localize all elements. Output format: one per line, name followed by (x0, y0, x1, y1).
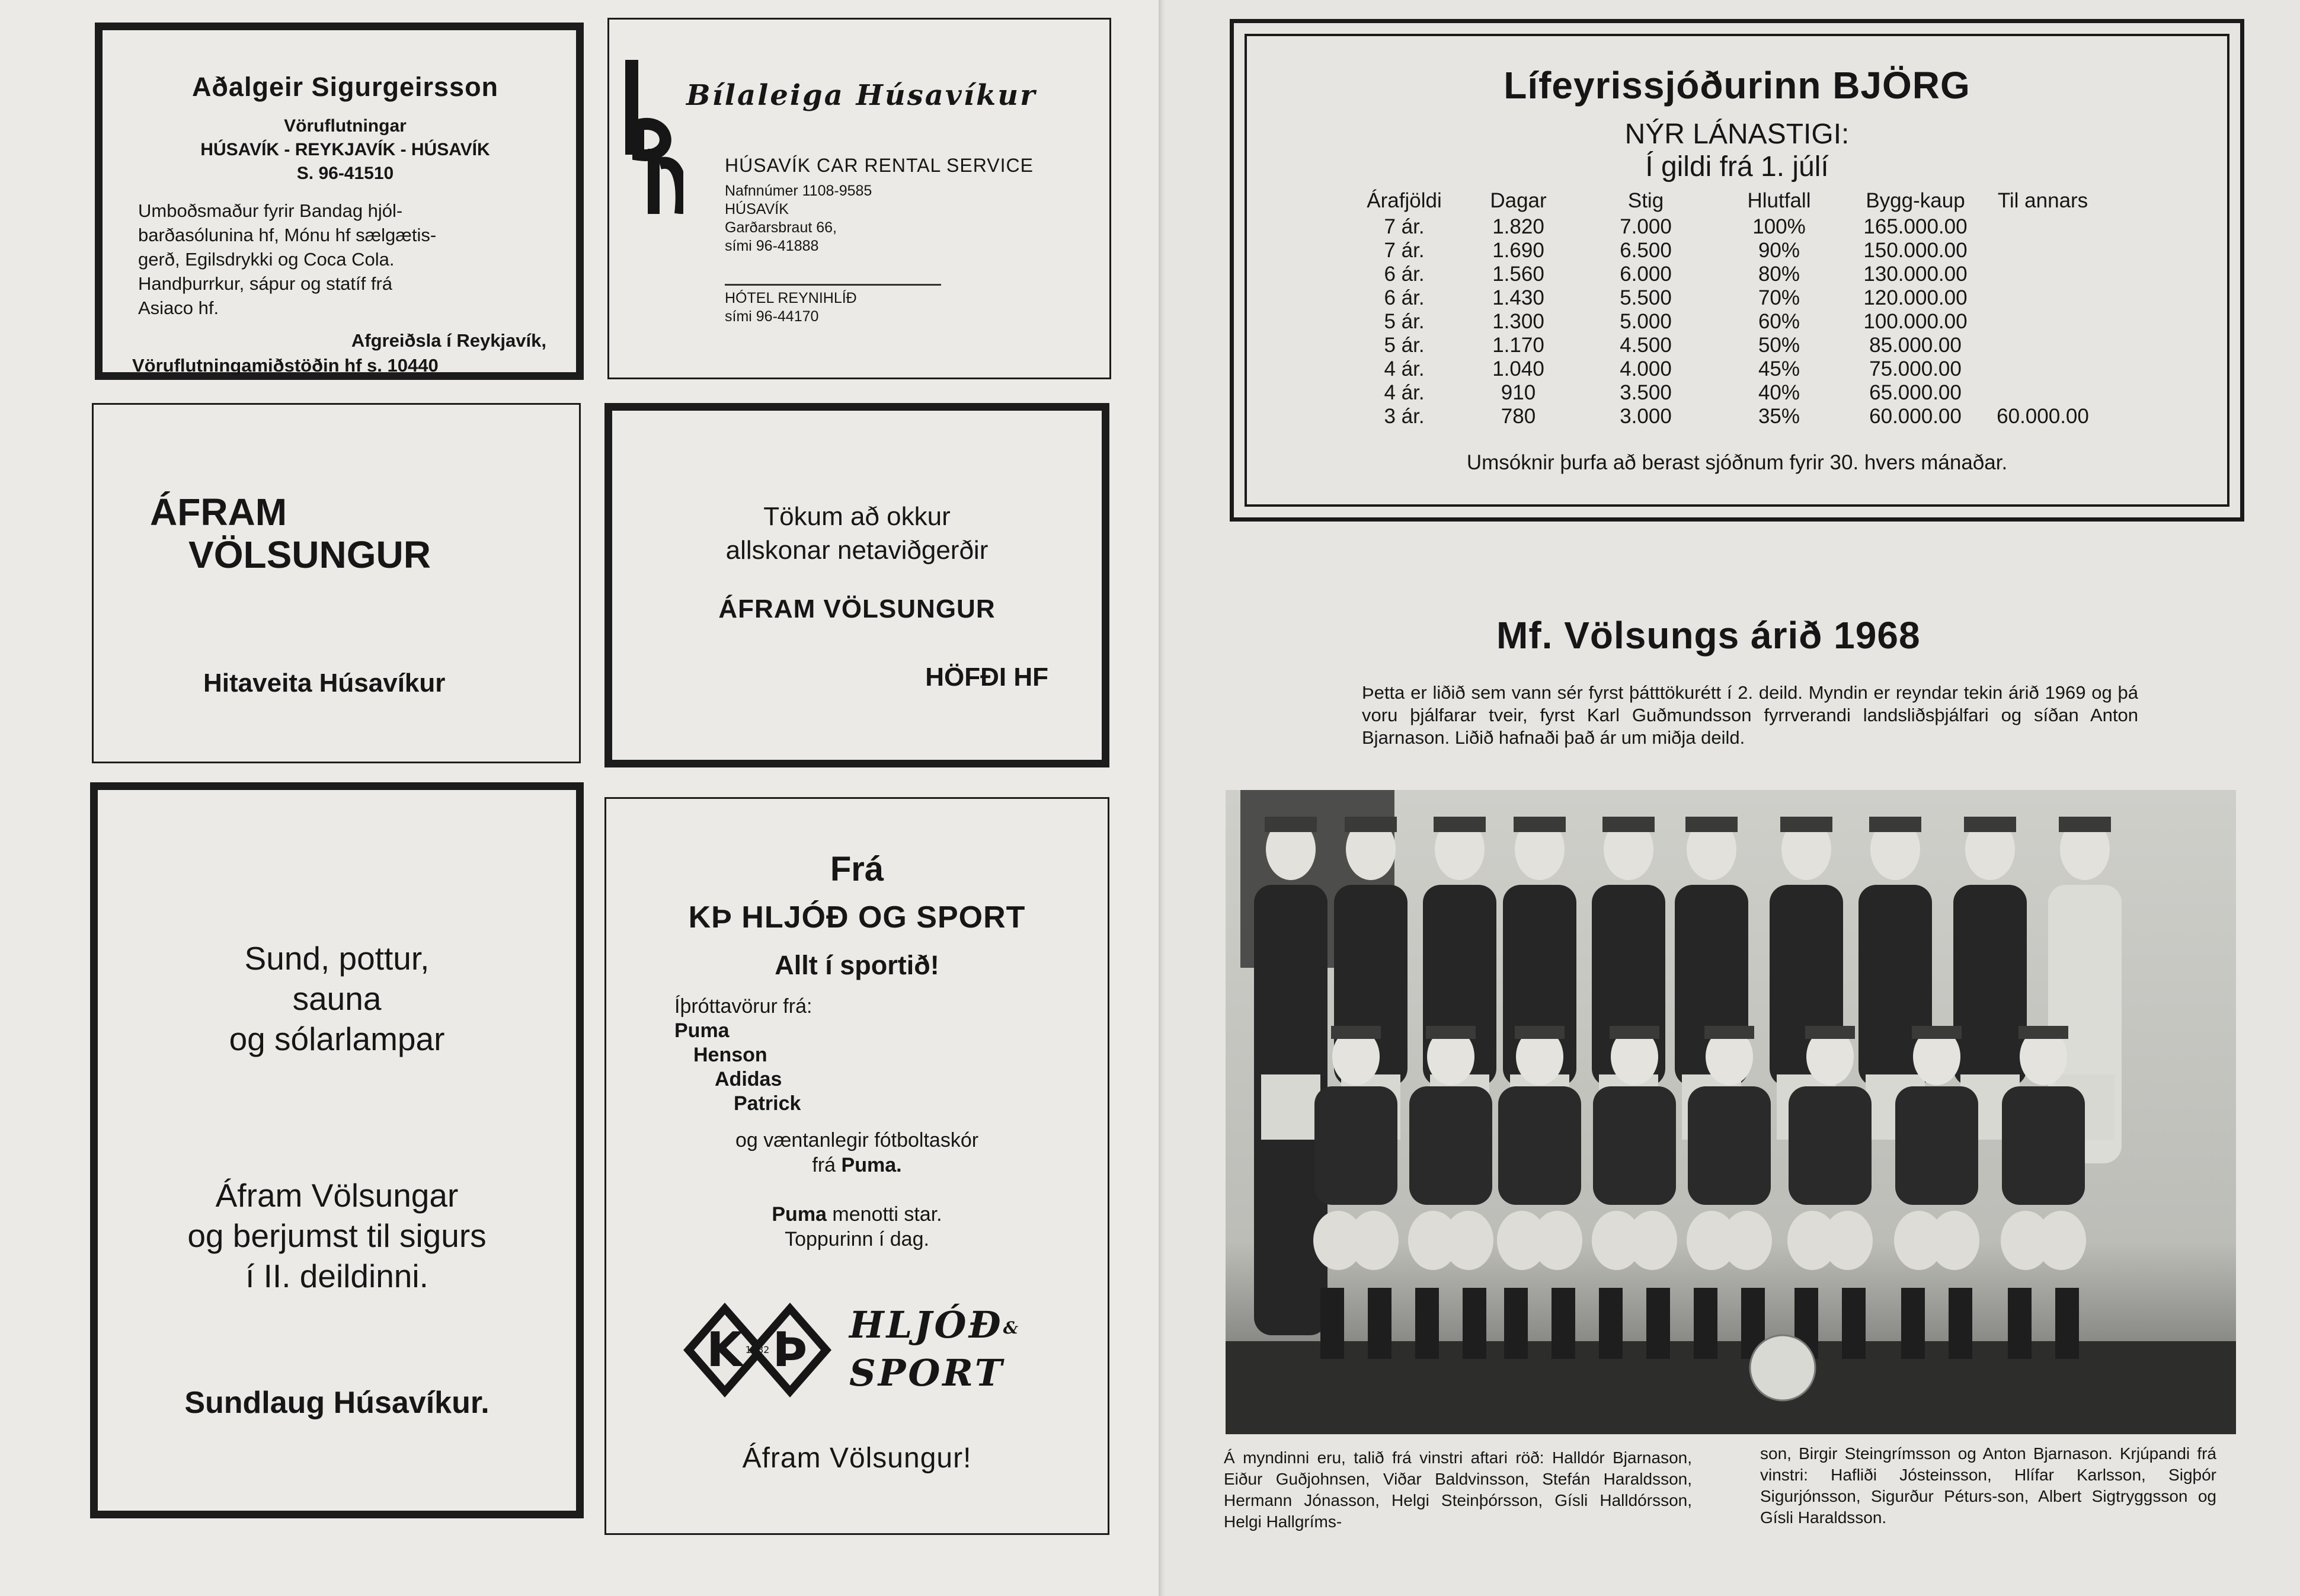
article-body: Þetta er liðið sem vann sér fyrst þátttökurétt í 2. deild. Myndin er reyndar tekin árið 1969 og þá voru þjálfarar tveir, fyrst Karl Guðmundsson fyrrverandi landsliðsþjálfari og síðan Anton Bjarnason. Liðið hafnaði það ár um miðja deild. (1362, 682, 2138, 748)
loan-table-row (1352, 263, 2102, 286)
ad-sponsor: Sundlaug Húsavíkur. (184, 1386, 490, 1420)
loan-table-cell: 150.000.00 (1863, 239, 1968, 262)
player-knee (1722, 1211, 1772, 1270)
loan-table-cell: 130.000.00 (1863, 263, 1968, 286)
loan-table (1352, 189, 2102, 428)
loan-table-cell: 3.500 (1620, 381, 1672, 404)
headline-line: ÁFRAM (150, 491, 287, 533)
brand-list (674, 994, 812, 1116)
stamp-word: HLJÓÐ (849, 1303, 1003, 1346)
loan-table-cell: 4 ár. (1384, 381, 1425, 404)
player-hair (1704, 1026, 1754, 1039)
ad-block (98, 1175, 576, 1296)
player-sock (1842, 1288, 1866, 1359)
player-hair (1602, 817, 1655, 832)
top-line: Toppurinn í dag. (785, 1228, 929, 1250)
closing: Áfram Völsungur! (742, 1443, 972, 1474)
player-knee (1533, 1211, 1582, 1270)
ad-body-line: Asiaco hf. (138, 298, 219, 318)
loan-table-row (1352, 405, 2102, 428)
loan-table-cell: 5.500 (1620, 286, 1672, 309)
bh-logo-icon (624, 60, 683, 214)
loan-table-cell: 910 (1501, 381, 1536, 404)
block-line: Áfram Völsungar (215, 1177, 459, 1214)
loan-table-cell: 3 ár. (1384, 405, 1425, 428)
player-knee (1823, 1211, 1873, 1270)
ad-sponsor: HÖFÐI HF (925, 663, 1048, 692)
loan-table-cell: 70% (1758, 286, 1800, 309)
hotel-details (725, 289, 857, 326)
player-hair (1345, 817, 1397, 832)
loan-table-cell (1984, 357, 2102, 381)
emblem-letter-th: Þ (772, 1322, 808, 1377)
block-line: og berjumst til sigurs (187, 1217, 487, 1254)
puma-rest: menotti star. (826, 1203, 942, 1226)
ad-body-line: barðasólunina hf, Mónu hf sælgætis- (138, 225, 437, 245)
pension-subtitle: Í gildi frá 1. júlí (1645, 151, 1829, 183)
loan-table-cell: 4.500 (1620, 334, 1672, 357)
puma-text (606, 1202, 1108, 1252)
stamp-amp: & (1003, 1318, 1021, 1338)
ad-hitaveita (92, 403, 581, 763)
loan-table-cell: 165.000.00 (1863, 215, 1968, 238)
shoes-brand: Puma. (841, 1154, 902, 1176)
detail-line: Nafnnúmer 1108-9585 (725, 183, 872, 199)
loan-table-cell: 1.560 (1492, 263, 1544, 286)
player-sock (1320, 1288, 1344, 1359)
player-hair (1426, 1026, 1476, 1039)
gear-intro: Íþróttavörur frá: (674, 995, 812, 1018)
loan-table-body (1352, 215, 2102, 428)
emblem-year: 1882 (745, 1344, 770, 1355)
loan-table-cell: 65.000.00 (1869, 381, 1962, 404)
ad-name: Aðalgeir Sigurgeirsson (191, 72, 499, 102)
loan-table-cell: 85.000.00 (1869, 334, 1962, 357)
shoes-pre: frá (812, 1154, 842, 1176)
ad-body-line: Handþurrkur, sápur og statíf frá (138, 273, 393, 294)
loan-table-cell: 1.430 (1492, 286, 1544, 309)
loan-table-cell: 45% (1758, 357, 1800, 380)
hotel-line: HÓTEL REYNIHLÍÐ (725, 290, 857, 306)
article-title: Mf. Völsungs árið 1968 (1496, 614, 1921, 657)
brand-item: Patrick (734, 1092, 801, 1115)
loan-table-cell: 1.690 (1492, 239, 1544, 262)
shoes-text (606, 1128, 1108, 1178)
player-knee (1930, 1211, 1979, 1270)
player-body (1314, 1086, 1397, 1205)
player-knee (1627, 1211, 1677, 1270)
block-line: sauna (292, 980, 382, 1017)
col-header: Bygg-kaup (1866, 189, 1965, 212)
ad-phone: S. 96-41510 (296, 164, 394, 183)
detail-line: HÚSAVÍK (725, 201, 789, 218)
loan-table-cell: 1.040 (1492, 357, 1544, 380)
pension-note: Umsóknir þurfa að berast sjóðnum fyrir 30. hvers mánaðar. (1466, 451, 2008, 474)
ad-headline (150, 491, 431, 576)
loan-table-cell: 4.000 (1620, 357, 1672, 380)
shop-name: KÞ HLJÓÐ OG SPORT (688, 900, 1026, 935)
ad-body-line: Umboðsmaður fyrir Bandag hjól- (138, 200, 403, 221)
ad-hofdi (604, 403, 1109, 767)
block-line: og sólarlampar (229, 1021, 445, 1057)
brand-item: Puma (674, 1019, 730, 1042)
player-sock (1694, 1288, 1717, 1359)
player-hair (1331, 1026, 1381, 1039)
player-body (1688, 1086, 1771, 1205)
headline-line: VÖLSUNGUR (188, 533, 431, 576)
loan-table-cell: 100.000.00 (1863, 310, 1968, 333)
player-sock (1368, 1288, 1391, 1359)
loan-table-cell (1984, 263, 2102, 286)
ad-footer-line: Vöruflutningamiðstöðin hf s. 10440 (132, 355, 439, 376)
player-sock (1599, 1288, 1623, 1359)
ad-sigurgeirsson (95, 23, 584, 380)
player-body (1498, 1086, 1581, 1205)
service-line: allskonar netaviðgerðir (725, 536, 989, 565)
loan-table-cell: 1.170 (1492, 334, 1544, 357)
ad-body-line: gerð, Egilsdrykki og Coca Cola. (138, 249, 395, 270)
loan-table-row (1352, 334, 2102, 357)
ad-slogan: ÁFRAM VÖLSUNGUR (718, 594, 996, 623)
col-header: Árafjöldi (1367, 189, 1442, 212)
loan-table-row (1352, 239, 2102, 263)
block-line: í II. deildinni. (245, 1258, 428, 1294)
loan-table-cell: 6 ár. (1384, 286, 1425, 309)
loan-table-cell (1984, 334, 2102, 357)
player-sock (1552, 1288, 1575, 1359)
pension-box (1230, 19, 2244, 522)
loan-table-cell: 60.000.00 (1997, 405, 2089, 428)
ad-body (138, 199, 552, 320)
loan-table-cell: 1.300 (1492, 310, 1544, 333)
loan-table-row (1352, 215, 2102, 239)
player-knee (1444, 1211, 1493, 1270)
stamp-line (849, 1303, 1021, 1351)
col-header: Stig (1627, 189, 1664, 212)
player-hair (1685, 817, 1738, 832)
player-hair (1912, 1026, 1962, 1039)
player-body (1409, 1086, 1492, 1205)
loan-table-cell: 100% (1752, 215, 1806, 238)
loan-table-cell: 3.000 (1620, 405, 1672, 428)
player-hair (1434, 817, 1486, 832)
divider (725, 284, 941, 286)
block-line: Sund, pottur, (244, 940, 430, 977)
loan-table-row (1352, 310, 2102, 334)
loan-table-cell: 7 ár. (1384, 239, 1425, 262)
ad-block (98, 938, 576, 1059)
stamp-line: SPORT (849, 1351, 1005, 1394)
player-body (1895, 1086, 1978, 1205)
loan-table-header (1352, 189, 2102, 215)
player-sock (1463, 1288, 1486, 1359)
loan-table-cell: 5.000 (1620, 310, 1672, 333)
photo-caption-left: Á myndinni eru, talið frá vinstri aftari röð: Halldór Bjarnason, Eiður Guðjohnsen, Viðar Baldvinsson, Stefán Haraldsson, Hermann Jónasson, Helgi Steinþórsson, Gísli Halldórsson, Helgi Hallgríms- (1224, 1448, 1692, 1531)
emblem-letter-k: K (706, 1322, 743, 1377)
loan-table-cell: 5 ár. (1384, 334, 1425, 357)
col-header: Til annars (1997, 189, 2088, 212)
loan-table-cell (1984, 239, 2102, 263)
player-knee (1349, 1211, 1399, 1270)
ad-route: HÚSAVÍK - REYKJAVÍK - HÚSAVÍK (200, 140, 490, 159)
player-body (1593, 1086, 1676, 1205)
ad-kth (604, 797, 1109, 1535)
player-hair (1514, 817, 1566, 832)
loan-table-cell: 6 ár. (1384, 263, 1425, 286)
loan-table-cell: 35% (1758, 405, 1800, 428)
loan-table-cell (1984, 215, 2102, 239)
photo-caption-right: son, Birgir Steingrímsson og Anton Bjarnason. Krjúpandi frá vinstri: Hafliði Jósteinsson, Hlífar Karlsson, Sigþór Sigurjónsson, Sigurður Péturs-son, Albert Sigtryggsson og Gísli Haraldsson. (1760, 1444, 2216, 1527)
kth-emblem-icon (680, 1300, 834, 1400)
player-hair (1869, 817, 1921, 832)
puma-line (606, 1202, 1108, 1227)
loan-table-row (1352, 381, 2102, 405)
loan-table-cell: 60.000.00 (1869, 405, 1962, 428)
pension-title: Lífeyrissjóðurinn BJÖRG (1504, 64, 1970, 107)
ad-footer-line: Afgreiðsla í Reykjavík, (351, 330, 546, 351)
player-hair (1265, 817, 1317, 832)
loan-table-cell: 7.000 (1620, 215, 1672, 238)
ad-service-text (612, 500, 1102, 567)
player-sock (2055, 1288, 2079, 1359)
player-sock (1646, 1288, 1670, 1359)
puma-brand: Puma (772, 1203, 827, 1226)
loan-table-cell (1984, 381, 2102, 405)
loan-table-row (1352, 357, 2102, 381)
service-line: Tökum að okkur (763, 502, 951, 531)
player-shorts (1261, 1074, 1320, 1140)
loan-table-cell: 80% (1758, 263, 1800, 286)
player-hair (2019, 1026, 2068, 1039)
football-icon (1750, 1335, 1815, 1400)
loan-table-cell: 6.500 (1620, 239, 1672, 262)
contact-details (725, 182, 872, 255)
player-hair (1515, 1026, 1565, 1039)
player-hair (2059, 817, 2111, 832)
player-hair (1805, 1026, 1855, 1039)
player-body (2002, 1086, 2085, 1205)
loan-table-cell: 50% (1758, 334, 1800, 357)
loan-table-cell: 6.000 (1620, 263, 1672, 286)
player-hair (1610, 1026, 1659, 1039)
shoes-line (606, 1153, 1108, 1178)
stamp-text (849, 1303, 1021, 1396)
col-header: Hlutfall (1747, 189, 1811, 212)
player-knee (2036, 1211, 2086, 1270)
ad-line: Vöruflutningar (284, 116, 407, 136)
brand-name: Bílaleiga Húsavíkur (686, 79, 1037, 112)
player-sock (1949, 1288, 1972, 1359)
ad-sponsor: Hitaveita Húsavíkur (203, 669, 446, 698)
player-body (1953, 885, 2027, 1086)
player-hair (1780, 817, 1832, 832)
loan-table-cell: 40% (1758, 381, 1800, 404)
detail-line: Garðarsbraut 66, (725, 219, 837, 236)
pension-subtitle: NÝR LÁNASTIGI: (1624, 119, 1850, 150)
player-body (1789, 1086, 1872, 1205)
col-header: Dagar (1490, 189, 1547, 212)
brand-item: Adidas (715, 1068, 782, 1090)
player-sock (1415, 1288, 1439, 1359)
ad-sundlaug (90, 782, 584, 1518)
service-name: HÚSAVÍK CAR RENTAL SERVICE (725, 155, 1034, 176)
page-gutter (1159, 0, 1165, 1596)
shoes-line: og væntanlegir fótboltaskór (735, 1129, 979, 1152)
brand-item: Henson (693, 1044, 767, 1066)
loan-table-cell: 90% (1758, 239, 1800, 262)
player-sock (1504, 1288, 1528, 1359)
ad-footer (132, 328, 552, 378)
team-photo (1226, 790, 2236, 1434)
player-sock (2008, 1288, 2032, 1359)
tagline: Allt í sportið! (775, 950, 939, 980)
player-sock (1901, 1288, 1925, 1359)
loan-table-cell: 75.000.00 (1869, 357, 1962, 380)
hotel-line: sími 96-44170 (725, 308, 819, 325)
ad-bilaleiga (607, 18, 1111, 379)
loan-table-cell: 5 ár. (1384, 310, 1425, 333)
loan-table-cell: 4 ár. (1384, 357, 1425, 380)
loan-table-cell: 60% (1758, 310, 1800, 333)
loan-table-cell: 780 (1501, 405, 1536, 428)
loan-table-row (1352, 286, 2102, 310)
loan-table-cell (1984, 286, 2102, 310)
player-hair (1964, 817, 2016, 832)
ad-from: Frá (830, 850, 884, 888)
detail-line: sími 96-41888 (725, 238, 819, 254)
loan-table-cell: 1.820 (1492, 215, 1544, 238)
loan-table-cell (1984, 310, 2102, 334)
loan-table-cell: 7 ár. (1384, 215, 1425, 238)
loan-table-cell: 120.000.00 (1863, 286, 1968, 309)
